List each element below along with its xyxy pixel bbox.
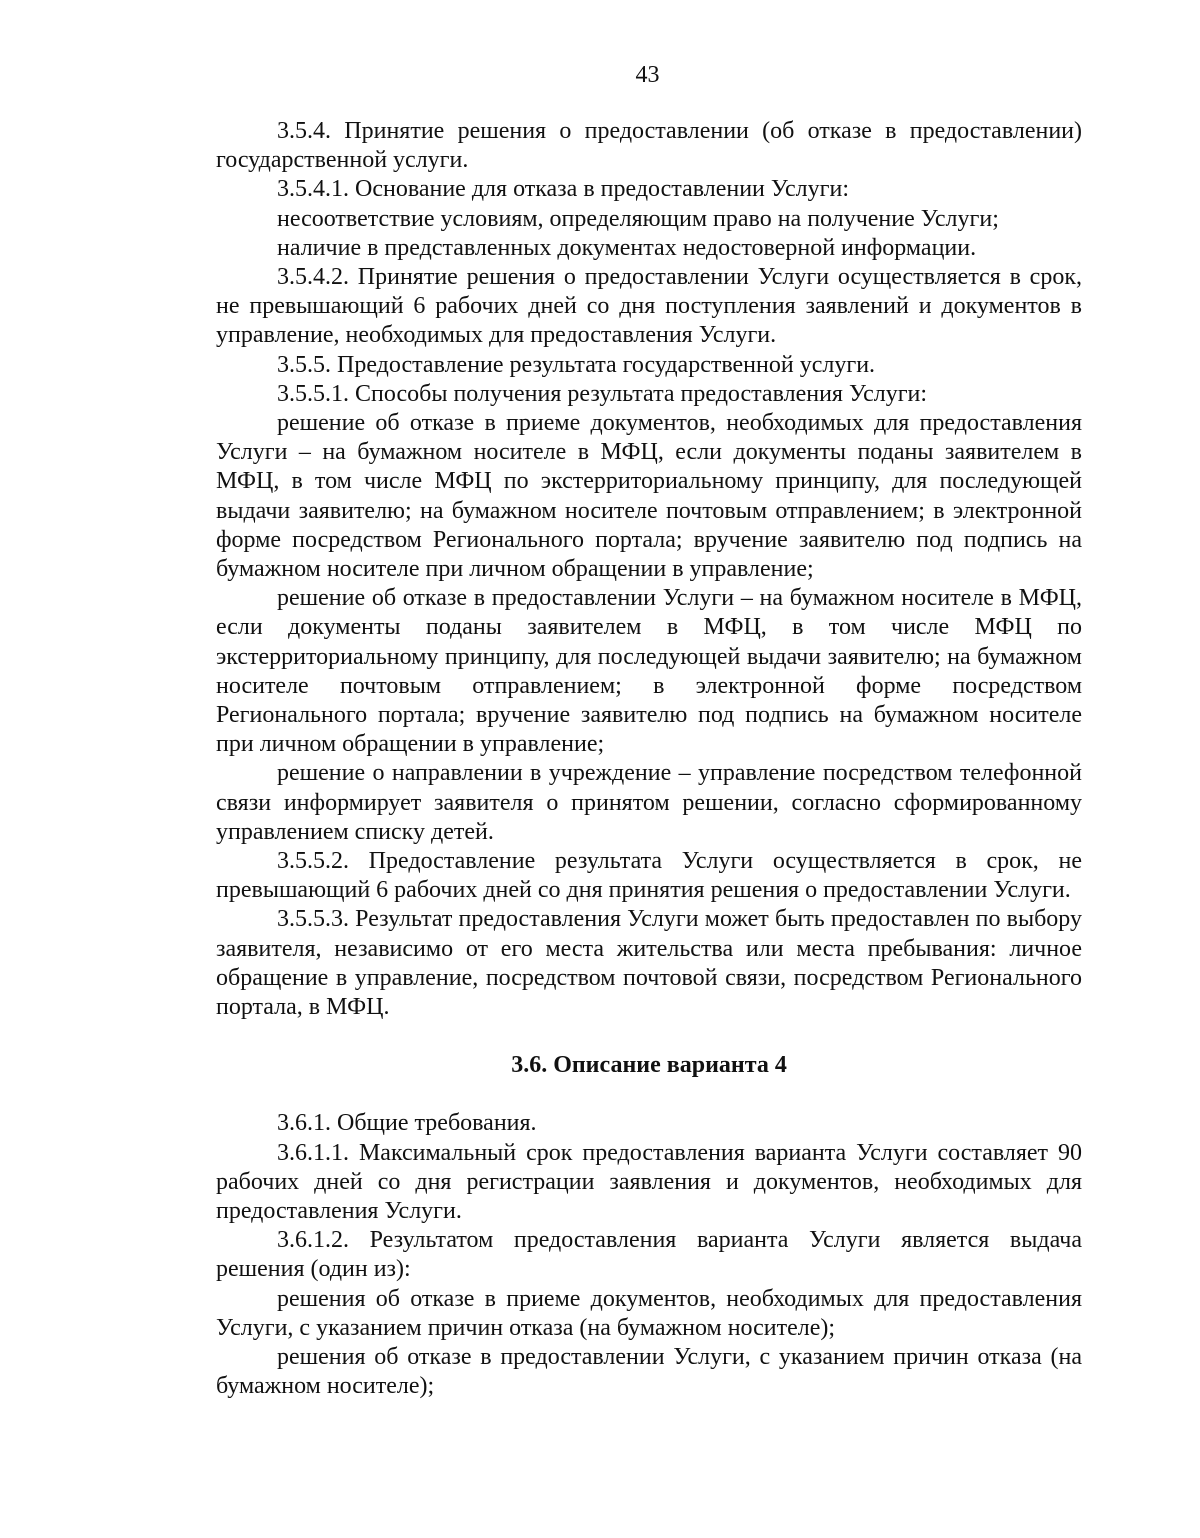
paragraph: решения об отказе в предоставлении Услуги, с указанием причин отказа (на бумажном носителе); — [216, 1343, 1082, 1400]
page-number: 43 — [635, 62, 660, 88]
paragraph: 3.6.1. Общие требования. — [277, 1110, 537, 1137]
paragraph: решения об отказе в приеме документов, необходимых для предоставления Услуги, с указанием причин отказа (на бумажном носителе); — [216, 1285, 1082, 1341]
paragraph: решение об отказе в приеме документов, необходимых для предоставления Услуги – на бумажном носителе в МФЦ, если документы поданы заявителем в МФЦ, в том числе МФЦ по экстерриториальному принципу, для последующей выдачи заявителю; на бумажном носителе почтовым отправлением; в электронной форме посредством Регионального портала; вручение заявителю под подпись на бумажном носителе при личном обращении в управление; — [216, 410, 1082, 583]
section-heading: 3.6. Описание варианта 4 — [511, 1052, 787, 1079]
paragraph: решение о направлении в учреждение – управление посредством телефонной связи информирует заявителя о принятом решении, согласно сформированному управлением списку детей. — [216, 760, 1082, 845]
paragraph: 3.5.4.1. Основание для отказа в предоставлении Услуги: — [277, 176, 849, 203]
paragraph: 3.5.4.2. Принятие решения о предоставлении Услуги осуществляется в срок, не превышающий 6 рабочих дней со дня поступления заявлений и документов в управление, необходимых для предоставления Услуги. — [216, 264, 1082, 349]
paragraph: 3.5.5. Предоставление результата государственной услуги. — [277, 351, 876, 378]
paragraph: несоответствие условиям, определяющим право на получение Услуги; — [277, 205, 999, 232]
paragraph: 3.5.4. Принятие решения о предоставлении (об отказе в предоставлении) государственной услуги. — [216, 118, 1082, 174]
paragraph: 3.6.1.1. Максимальный срок предоставления варианта Услуги составляет 90 рабочих дней со дня регистрации заявления и документов, необходимых для предоставления Услуги. — [216, 1139, 1082, 1224]
paragraph: 3.5.5.1. Способы получения результата предоставления Услуги: — [277, 380, 928, 407]
paragraph: 3.5.5.3. Результат предоставления Услуги может быть предоставлен по выбору заявителя, независимо от его места жительства или места пребывания: личное обращение в управление, посредством почтовой связи, посредством Регионального портала, в МФЦ. — [216, 906, 1082, 1021]
document-body — [216, 117, 1082, 1401]
paragraph: 3.5.5.2. Предоставление результата Услуги осуществляется в срок, не превышающий 6 рабочих дней со дня принятия решения о предоставлении Услуги. — [216, 848, 1082, 904]
paragraph: 3.6.1.2. Результатом предоставления варианта Услуги является выдача решения (один из): — [216, 1227, 1082, 1283]
paragraph: наличие в представленных документах недостоверной информации. — [277, 234, 977, 261]
paragraph: решение об отказе в предоставлении Услуги – на бумажном носителе в МФЦ, если документы поданы заявителем в МФЦ, в том числе МФЦ по экстерриториальному принципу, для последующей выдачи заявителю; на бумажном носителе почтовым отправлением; в электронной форме посредством Регионального портала; вручение заявителю под подпись на бумажном носителе при личном обращении в управление; — [216, 585, 1082, 758]
